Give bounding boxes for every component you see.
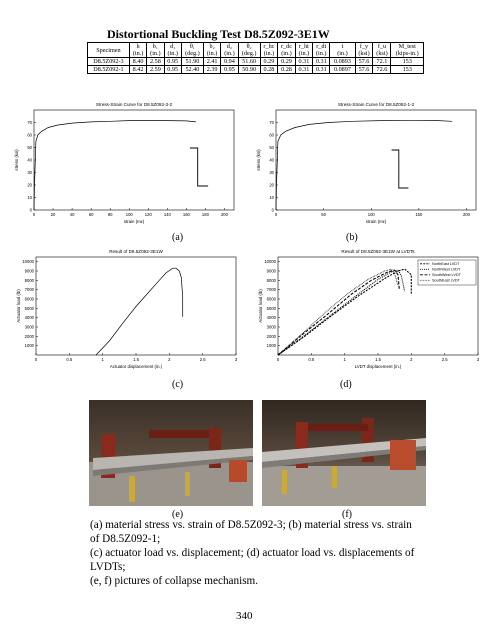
y-tick-label: 30 — [269, 170, 274, 175]
table-header-label: Specimen — [96, 46, 121, 54]
y-axis-label: stress (ksi) — [14, 149, 19, 171]
x-tick-label: 0 — [34, 357, 38, 362]
table-header-unit: (ksi) — [358, 50, 370, 57]
stress-strain-chart-a — [16, 100, 240, 228]
figure-label-c: (c) — [172, 379, 184, 390]
x-tick-label: 0 — [274, 212, 278, 217]
x-tick-label: 3 — [234, 357, 238, 362]
y-tick-label: 4000 — [266, 315, 276, 321]
x-tick-label: 2.5 — [199, 357, 206, 362]
table-cell: 2.58 — [147, 58, 164, 66]
figure-label-e: (e) — [172, 509, 184, 520]
y-tick-label: 5000 — [266, 305, 276, 311]
table-cell: 0.0897 — [330, 66, 355, 74]
figure-label-b: (b) — [346, 232, 358, 243]
table-header-cell — [203, 43, 220, 58]
table-row — [88, 58, 424, 66]
table-cell: 8.40 — [129, 58, 146, 66]
table-header-label: h — [136, 43, 140, 50]
y-tick-label: 5000 — [24, 305, 34, 311]
table-header-label: f_y — [359, 43, 369, 50]
plot-frame — [34, 110, 234, 210]
table-cell: 50.90 — [238, 66, 260, 74]
table-header-label: b₁ — [152, 43, 159, 50]
table-cell: 0.31 — [295, 58, 312, 66]
table-cell: 0.31 — [295, 66, 312, 74]
y-tick-label: 3000 — [266, 324, 276, 330]
table-header-cell — [181, 43, 203, 58]
table-cell: 52.40 — [181, 66, 203, 74]
x-tick-label: 120 — [144, 212, 152, 217]
table-header-label: M_test — [398, 43, 416, 50]
table-header-cell — [129, 43, 146, 58]
table-header-unit: (in.) — [206, 50, 218, 57]
lvdt-load-chart — [258, 247, 486, 377]
table-cell: 0.29 — [260, 58, 278, 66]
table-header-cell — [88, 43, 130, 58]
table-cell: 0.28 — [278, 66, 296, 74]
table-cell: 2.41 — [203, 58, 220, 66]
y-tick-label: 0 — [29, 207, 32, 213]
table-cell: 57.6 — [355, 58, 373, 66]
table-body — [88, 58, 424, 74]
table-header-label: f_u — [377, 43, 387, 50]
figure-label-d: (d) — [340, 379, 352, 390]
y-tick-label: 10 — [27, 195, 32, 200]
specimen-table — [87, 42, 424, 74]
table-header-unit: (in.) — [263, 50, 275, 57]
table-header-label: d₁ — [170, 43, 176, 50]
table-cell: 0.95 — [164, 66, 181, 74]
table-header-cell — [355, 43, 373, 58]
y-tick-label: 50 — [269, 145, 274, 150]
table-cell: D8.5Z092-3 — [88, 58, 130, 66]
y-tick-label: 40 — [269, 157, 274, 163]
y-axis-label: stress (ksi) — [256, 149, 261, 171]
x-axis-label: Actuator displacement (in.) — [109, 364, 163, 369]
y-tick-label: 4000 — [24, 315, 34, 321]
table-cell: 51.60 — [238, 58, 260, 66]
y-tick-label: 1000 — [266, 343, 276, 349]
table-cell: 57.6 — [355, 66, 373, 74]
table-cell: 51.90 — [181, 58, 203, 66]
table-header-cell — [295, 43, 312, 58]
x-axis-label: strain (mε) — [365, 219, 387, 224]
figure-label-f: (f) — [342, 509, 352, 520]
x-tick-label: 20 — [50, 212, 56, 217]
table-header-unit: (in.) — [337, 50, 348, 57]
y-tick-label: 7000 — [24, 287, 34, 293]
x-tick-label: 0.5 — [308, 357, 315, 362]
caption-line-1: (a) material stress vs. strain of D8.5Z092-3; (b) material stress vs. strain of D8.5Z092-1; — [90, 519, 412, 545]
actuator-load-chart — [16, 247, 244, 377]
table-cell: 72.1 — [373, 58, 391, 66]
table-header-cell — [238, 43, 260, 58]
x-tick-label: 50 — [321, 212, 326, 217]
y-tick-label: 50 — [27, 145, 32, 150]
x-tick-label: 160 — [182, 212, 190, 217]
y-tick-label: 3000 — [24, 324, 34, 330]
x-tick-label: 1.5 — [375, 357, 381, 362]
table-header-label: θ₁ — [189, 43, 195, 50]
x-tick-label: 100 — [367, 212, 375, 217]
y-tick-label: 2000 — [266, 333, 276, 339]
table-header-unit: (in.) — [298, 50, 310, 57]
legend-label: NorthWest LVDT — [432, 267, 461, 272]
table-cell: D8.5Z092-1 — [88, 66, 130, 74]
table-header-label: d₂ — [226, 43, 233, 50]
caption-line-3: (e, f) pictures of collapse mechanism. — [90, 575, 259, 587]
table-header-label: b₂ — [209, 43, 215, 50]
page-title: Distortional Buckling Test D8.5Z092-3E1W — [107, 27, 330, 41]
y-tick-label: 8000 — [24, 277, 34, 283]
table-header-cell — [330, 43, 355, 58]
x-tick-label: 0 — [276, 357, 280, 362]
x-tick-label: 1 — [343, 357, 346, 362]
caption-line-2: (c) actuator load vs. displacement; (d) actuator load vs. displacements of LVDTs; — [90, 547, 415, 573]
y-tick-label: 6000 — [24, 296, 34, 302]
x-tick-label: 100 — [125, 212, 133, 217]
plot-c — [16, 247, 244, 377]
y-tick-label: 10 — [269, 195, 274, 200]
table-header-row — [88, 43, 424, 58]
y-tick-label: 60 — [269, 132, 274, 138]
plot-a — [16, 100, 240, 228]
y-tick-label: 20 — [27, 182, 32, 188]
table-cell: 2.59 — [147, 66, 164, 74]
plot-d — [258, 247, 486, 377]
y-tick-label: 0 — [271, 207, 274, 213]
legend-label: NorthEast LVDT — [432, 262, 460, 266]
table-cell: 8.42 — [129, 66, 146, 74]
table-header-unit: (in.) — [281, 50, 292, 57]
table-header-unit: (in.) — [224, 50, 235, 57]
x-axis-label: LVDT displacement (in.) — [354, 364, 402, 369]
y-tick-label: 70 — [269, 120, 274, 125]
x-tick-label: 1.5 — [133, 357, 139, 362]
x-tick-label: 40 — [69, 212, 75, 217]
y-tick-label: 9000 — [266, 268, 276, 274]
table-cell: 0.31 — [313, 66, 330, 74]
x-tick-label: 2 — [410, 357, 413, 362]
chart-title: Stress-Strain Curve for D8.5Z092-3-2 — [95, 102, 173, 107]
x-axis-label: strain (mε) — [123, 219, 145, 224]
y-axis-label: Actuator load (lb) — [16, 289, 21, 323]
table-header-cell — [260, 43, 278, 58]
table-header-label: r_dt — [316, 43, 327, 50]
figure-label-a: (a) — [172, 232, 184, 243]
y-tick-label: 1000 — [24, 343, 34, 349]
table-cell: 2.39 — [203, 66, 220, 74]
table-header-unit: (in.) — [132, 50, 144, 57]
table-header-unit: (ksi) — [376, 50, 388, 57]
x-tick-label: 0.5 — [66, 357, 73, 362]
chart-title: Result of D8.5Z092-3E1W at LVDTs — [341, 249, 415, 254]
y-tick-label: 9000 — [24, 268, 34, 274]
table-cell: 0.94 — [221, 58, 238, 66]
y-tick-label: 60 — [27, 132, 32, 138]
x-tick-label: 3 — [476, 357, 480, 362]
chart-title: Stress-Strain Curve for D8.5Z092-1-2 — [337, 102, 415, 107]
table-header-unit: (deg.) — [241, 50, 257, 57]
table-cell: 153 — [391, 58, 424, 66]
y-axis-label: Actuator load (lb) — [258, 289, 263, 323]
table-header-label: θ₂ — [246, 43, 252, 50]
chart-title: Result of D8.5Z092-3E1W — [109, 249, 163, 254]
y-tick-label: 7000 — [266, 287, 276, 293]
collapse-photo-f — [262, 400, 426, 506]
x-tick-label: 60 — [88, 212, 94, 217]
plot-b — [258, 100, 482, 228]
stress-strain-chart-b — [258, 100, 482, 228]
x-tick-label: 2.5 — [441, 357, 448, 362]
x-tick-label: 180 — [201, 212, 209, 217]
y-tick-label: 2000 — [24, 333, 34, 339]
table-header-unit: (deg.) — [185, 50, 200, 57]
x-tick-label: 200 — [220, 212, 228, 217]
table-header-cell — [221, 43, 238, 58]
legend-label: SouthWest LVDT — [432, 273, 461, 277]
legend-label: SouthEast LVDT — [432, 278, 460, 283]
table-header-label: t — [341, 43, 344, 50]
x-tick-label: 1 — [101, 357, 104, 362]
table-cell: 0.0893 — [330, 58, 355, 66]
table-cell: 0.31 — [313, 58, 330, 66]
table-header-unit: (in.) — [316, 50, 327, 57]
y-tick-label: 8000 — [266, 277, 276, 283]
table-cell: 0.28 — [260, 66, 278, 74]
table-header-cell — [391, 43, 424, 58]
table-header-unit: (in.) — [150, 50, 161, 57]
table-header-label: r_hc — [263, 43, 275, 50]
table-header-cell — [278, 43, 296, 58]
x-tick-label: 2 — [168, 357, 171, 362]
table-row — [88, 66, 424, 74]
table-header-cell — [164, 43, 181, 58]
collapse-photo-f-image — [262, 400, 426, 506]
x-tick-label: 200 — [462, 212, 470, 217]
table-cell: 153 — [391, 66, 424, 74]
table-header-cell — [147, 43, 164, 58]
y-tick-label: 40 — [27, 157, 32, 163]
x-tick-label: 150 — [415, 212, 423, 217]
table-cell: 72.6 — [373, 66, 391, 74]
y-tick-label: 20 — [269, 182, 274, 188]
table-cell: 0.95 — [221, 66, 238, 74]
table-header-unit: (kips-in.) — [395, 50, 419, 57]
collapse-photo-e-image — [89, 400, 253, 506]
y-tick-label: 10000 — [264, 259, 276, 265]
y-tick-label: 30 — [27, 170, 32, 175]
table-cell: 0.29 — [278, 58, 296, 66]
table-cell: 0.95 — [164, 58, 181, 66]
table-header-label: r_ht — [298, 43, 309, 50]
x-tick-label: 80 — [107, 212, 113, 217]
y-tick-label: 6000 — [266, 296, 276, 302]
table-header-cell — [313, 43, 330, 58]
figure-caption — [90, 518, 416, 588]
table-header-cell — [373, 43, 391, 58]
x-tick-label: 0 — [32, 212, 36, 217]
collapse-photo-e — [89, 400, 253, 506]
y-tick-label: 10000 — [22, 259, 34, 265]
table-header-unit: (in.) — [167, 50, 178, 57]
x-tick-label: 140 — [163, 212, 171, 217]
y-tick-label: 70 — [27, 120, 32, 125]
page-number: 340 — [236, 610, 253, 622]
table-header-label: r_dc — [280, 43, 292, 50]
